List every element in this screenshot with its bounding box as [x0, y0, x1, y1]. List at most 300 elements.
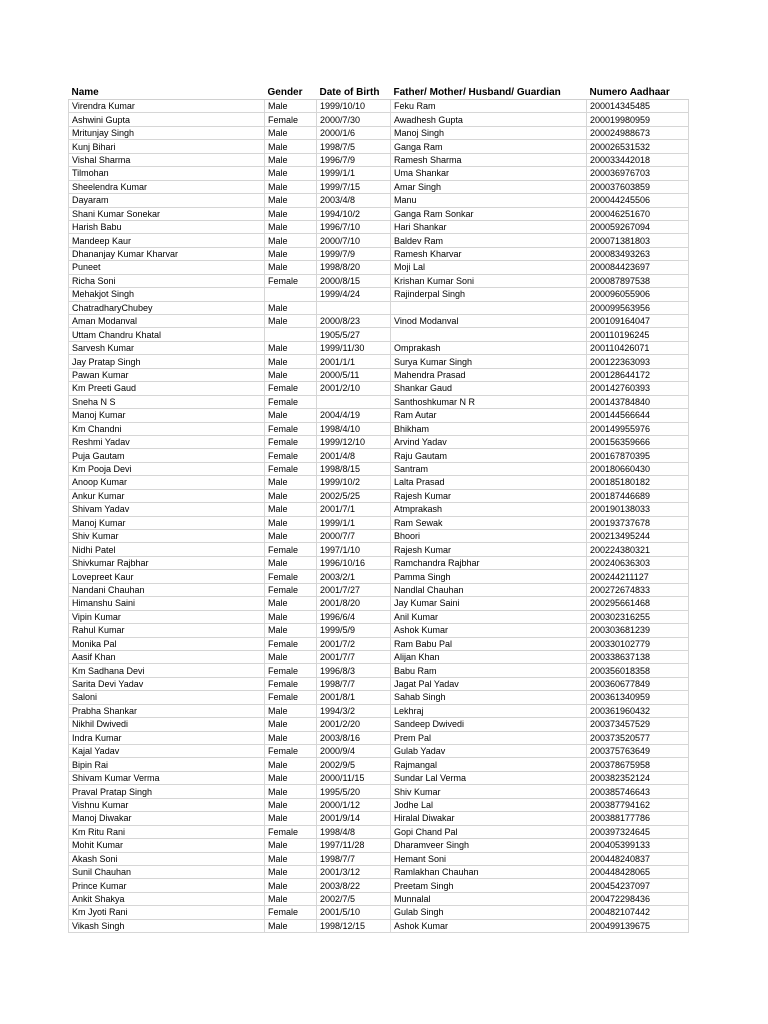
- records-table: [68, 86, 689, 933]
- table-row: [69, 906, 689, 919]
- dob-cell: 1997/1/10: [317, 543, 391, 556]
- name-cell: Sarvesh Kumar: [69, 341, 265, 354]
- table-row: [69, 812, 689, 825]
- guardian-cell: [391, 328, 587, 341]
- aadhaar-cell: 200128644172: [587, 368, 689, 381]
- table-row: [69, 476, 689, 489]
- aadhaar-cell: 200405399133: [587, 839, 689, 852]
- aadhaar-cell: 200193737678: [587, 516, 689, 529]
- name-cell: Rahul Kumar: [69, 624, 265, 637]
- guardian-cell: Bhikham: [391, 422, 587, 435]
- table-row: [69, 126, 689, 139]
- table-row: [69, 140, 689, 153]
- name-cell: Km Preeti Gaud: [69, 382, 265, 395]
- guardian-cell: Munnalal: [391, 892, 587, 905]
- aadhaar-cell: 200071381803: [587, 234, 689, 247]
- gender-cell: Male: [265, 731, 317, 744]
- guardian-cell: Ramesh Sharma: [391, 153, 587, 166]
- gender-cell: Male: [265, 409, 317, 422]
- dob-cell: 1996/10/16: [317, 556, 391, 569]
- dob-cell: 2000/1/12: [317, 798, 391, 811]
- dob-cell: 1996/7/10: [317, 220, 391, 233]
- gender-cell: Male: [265, 207, 317, 220]
- guardian-cell: Feku Ram: [391, 100, 587, 113]
- gender-cell: Male: [265, 704, 317, 717]
- gender-cell: Male: [265, 247, 317, 260]
- guardian-cell: Alijan Khan: [391, 650, 587, 663]
- guardian-cell: Ganga Ram Sonkar: [391, 207, 587, 220]
- guardian-cell: Uma Shankar: [391, 167, 587, 180]
- table-row: [69, 368, 689, 381]
- name-cell: Lovepreet Kaur: [69, 570, 265, 583]
- dob-cell: 2000/1/6: [317, 126, 391, 139]
- guardian-cell: Jagat Pal Yadav: [391, 677, 587, 690]
- aadhaar-cell: 200087897538: [587, 274, 689, 287]
- gender-cell: Female: [265, 570, 317, 583]
- guardian-cell: Surya Kumar Singh: [391, 355, 587, 368]
- aadhaar-cell: 200036976703: [587, 167, 689, 180]
- guardian-cell: Ashok Kumar: [391, 624, 587, 637]
- name-cell: Sneha N S: [69, 395, 265, 408]
- guardian-cell: Ramesh Kharvar: [391, 247, 587, 260]
- table-row: [69, 597, 689, 610]
- dob-cell: 1998/4/8: [317, 825, 391, 838]
- dob-cell: 2000/9/4: [317, 745, 391, 758]
- aadhaar-cell: 200149955976: [587, 422, 689, 435]
- aadhaar-cell: 200026531532: [587, 140, 689, 153]
- table-row: [69, 704, 689, 717]
- guardian-cell: Dharamveer Singh: [391, 839, 587, 852]
- guardian-cell: Mahendra Prasad: [391, 368, 587, 381]
- header-date-of-birth: Date of Birth: [317, 86, 391, 100]
- name-cell: Mehakjot Singh: [69, 288, 265, 301]
- gender-cell: Male: [265, 718, 317, 731]
- guardian-cell: Hemant Soni: [391, 852, 587, 865]
- dob-cell: 2001/7/1: [317, 503, 391, 516]
- aadhaar-cell: 200109164047: [587, 315, 689, 328]
- name-cell: Nidhi Patel: [69, 543, 265, 556]
- name-cell: Ashwini Gupta: [69, 113, 265, 126]
- header-gender: Gender: [265, 86, 317, 100]
- dob-cell: 2001/9/14: [317, 812, 391, 825]
- guardian-cell: Santram: [391, 462, 587, 475]
- dob-cell: 1999/12/10: [317, 435, 391, 448]
- aadhaar-cell: 200448240837: [587, 852, 689, 865]
- table-row: [69, 543, 689, 556]
- table-row: [69, 422, 689, 435]
- gender-cell: Female: [265, 691, 317, 704]
- aadhaar-cell: 200375763649: [587, 745, 689, 758]
- aadhaar-cell: 200330102779: [587, 637, 689, 650]
- name-cell: Praval Pratap Singh: [69, 785, 265, 798]
- table-row: [69, 718, 689, 731]
- gender-cell: Male: [265, 315, 317, 328]
- aadhaar-cell: 200373457529: [587, 718, 689, 731]
- dob-cell: 2001/7/27: [317, 583, 391, 596]
- gender-cell: Female: [265, 583, 317, 596]
- dob-cell: 2000/7/30: [317, 113, 391, 126]
- guardian-cell: Arvind Yadav: [391, 435, 587, 448]
- guardian-cell: Nandlal Chauhan: [391, 583, 587, 596]
- aadhaar-cell: 200190138033: [587, 503, 689, 516]
- aadhaar-cell: 200388177786: [587, 812, 689, 825]
- dob-cell: [317, 301, 391, 314]
- aadhaar-cell: 200037603859: [587, 180, 689, 193]
- name-cell: Himanshu Saini: [69, 597, 265, 610]
- guardian-cell: Raju Gautam: [391, 449, 587, 462]
- table-row: [69, 274, 689, 287]
- dob-cell: [317, 395, 391, 408]
- gender-cell: Male: [265, 919, 317, 932]
- table-row: [69, 180, 689, 193]
- guardian-cell: Ramchandra Rajbhar: [391, 556, 587, 569]
- aadhaar-cell: 200144566644: [587, 409, 689, 422]
- aadhaar-cell: 200338637138: [587, 650, 689, 663]
- guardian-cell: Amar Singh: [391, 180, 587, 193]
- name-cell: Shivam Yadav: [69, 503, 265, 516]
- dob-cell: 1999/7/9: [317, 247, 391, 260]
- dob-cell: 2004/4/19: [317, 409, 391, 422]
- table-row: [69, 798, 689, 811]
- dob-cell: 1998/7/5: [317, 140, 391, 153]
- name-cell: Tilmohan: [69, 167, 265, 180]
- name-cell: Km Ritu Rani: [69, 825, 265, 838]
- name-cell: Ankit Shakya: [69, 892, 265, 905]
- name-cell: Vishal Sharma: [69, 153, 265, 166]
- aadhaar-cell: 200084423697: [587, 261, 689, 274]
- dob-cell: 1999/10/10: [317, 100, 391, 113]
- table-row: [69, 610, 689, 623]
- dob-cell: 2000/11/15: [317, 771, 391, 784]
- aadhaar-cell: 200224380321: [587, 543, 689, 556]
- aadhaar-cell: 200110426071: [587, 341, 689, 354]
- guardian-cell: Anil Kumar: [391, 610, 587, 623]
- guardian-cell: Bhoori: [391, 530, 587, 543]
- name-cell: Indra Kumar: [69, 731, 265, 744]
- dob-cell: 2003/8/22: [317, 879, 391, 892]
- aadhaar-cell: 200482107442: [587, 906, 689, 919]
- table-row: [69, 745, 689, 758]
- table-row: [69, 435, 689, 448]
- guardian-cell: Shiv Kumar: [391, 785, 587, 798]
- name-cell: Manoj Kumar: [69, 516, 265, 529]
- dob-cell: 2002/5/25: [317, 489, 391, 502]
- aadhaar-cell: 200046251670: [587, 207, 689, 220]
- header-row: [69, 86, 689, 100]
- aadhaar-cell: 200382352124: [587, 771, 689, 784]
- dob-cell: 1999/10/2: [317, 476, 391, 489]
- guardian-cell: Rajesh Kumar: [391, 489, 587, 502]
- name-cell: Shani Kumar Sonekar: [69, 207, 265, 220]
- dob-cell: 1998/12/15: [317, 919, 391, 932]
- guardian-cell: Ram Babu Pal: [391, 637, 587, 650]
- guardian-cell: Manu: [391, 194, 587, 207]
- name-cell: Jay Pratap Singh: [69, 355, 265, 368]
- table-row: [69, 637, 689, 650]
- gender-cell: Male: [265, 798, 317, 811]
- aadhaar-cell: 200397324645: [587, 825, 689, 838]
- aadhaar-cell: 200385746643: [587, 785, 689, 798]
- name-cell: Saloni: [69, 691, 265, 704]
- table-row: [69, 328, 689, 341]
- gender-cell: Male: [265, 194, 317, 207]
- aadhaar-cell: 200083493263: [587, 247, 689, 260]
- guardian-cell: [391, 301, 587, 314]
- table-row: [69, 382, 689, 395]
- gender-cell: Female: [265, 906, 317, 919]
- gender-cell: Male: [265, 892, 317, 905]
- name-cell: Km Jyoti Rani: [69, 906, 265, 919]
- table-row: [69, 839, 689, 852]
- dob-cell: 1994/3/2: [317, 704, 391, 717]
- gender-cell: Male: [265, 368, 317, 381]
- guardian-cell: Krishan Kumar Soni: [391, 274, 587, 287]
- aadhaar-cell: 200378675958: [587, 758, 689, 771]
- dob-cell: 2003/4/8: [317, 194, 391, 207]
- name-cell: Dhananjay Kumar Kharvar: [69, 247, 265, 260]
- name-cell: Ankur Kumar: [69, 489, 265, 502]
- name-cell: Prabha Shankar: [69, 704, 265, 717]
- gender-cell: Male: [265, 879, 317, 892]
- gender-cell: Male: [265, 489, 317, 502]
- aadhaar-cell: 200356018358: [587, 664, 689, 677]
- gender-cell: Male: [265, 597, 317, 610]
- gender-cell: Male: [265, 865, 317, 878]
- gender-cell: Female: [265, 664, 317, 677]
- gender-cell: Female: [265, 637, 317, 650]
- name-cell: Sheelendra Kumar: [69, 180, 265, 193]
- gender-cell: Male: [265, 503, 317, 516]
- guardian-cell: Babu Ram: [391, 664, 587, 677]
- name-cell: Akash Soni: [69, 852, 265, 865]
- guardian-cell: Prem Pal: [391, 731, 587, 744]
- dob-cell: 2001/2/10: [317, 382, 391, 395]
- aadhaar-cell: 200142760393: [587, 382, 689, 395]
- name-cell: Aasif Khan: [69, 650, 265, 663]
- table-row: [69, 624, 689, 637]
- dob-cell: 1998/8/15: [317, 462, 391, 475]
- table-row: [69, 570, 689, 583]
- aadhaar-cell: 200472298436: [587, 892, 689, 905]
- table-row: [69, 247, 689, 260]
- name-cell: Manoj Diwakar: [69, 812, 265, 825]
- dob-cell: 1996/8/3: [317, 664, 391, 677]
- name-cell: Prince Kumar: [69, 879, 265, 892]
- guardian-cell: Shankar Gaud: [391, 382, 587, 395]
- spreadsheet: [68, 86, 688, 933]
- table-row: [69, 409, 689, 422]
- dob-cell: 2002/7/5: [317, 892, 391, 905]
- gender-cell: Female: [265, 449, 317, 462]
- table-row: [69, 234, 689, 247]
- name-cell: Shivkumar Rajbhar: [69, 556, 265, 569]
- aadhaar-cell: 200156359666: [587, 435, 689, 448]
- header-aadhaar: Numero Aadhaar: [587, 86, 689, 100]
- dob-cell: 2001/2/20: [317, 718, 391, 731]
- dob-cell: 1999/4/24: [317, 288, 391, 301]
- guardian-cell: Lalta Prasad: [391, 476, 587, 489]
- name-cell: Kunj Bihari: [69, 140, 265, 153]
- dob-cell: 1999/11/30: [317, 341, 391, 354]
- dob-cell: 2001/3/12: [317, 865, 391, 878]
- table-row: [69, 516, 689, 529]
- name-cell: Monika Pal: [69, 637, 265, 650]
- table-row: [69, 691, 689, 704]
- guardian-cell: Rajmangal: [391, 758, 587, 771]
- table-body: [69, 100, 689, 933]
- aadhaar-cell: 200024988673: [587, 126, 689, 139]
- guardian-cell: Gulab Singh: [391, 906, 587, 919]
- dob-cell: 2001/8/20: [317, 597, 391, 610]
- aadhaar-cell: 200019980959: [587, 113, 689, 126]
- table-row: [69, 758, 689, 771]
- aadhaar-cell: 200454237097: [587, 879, 689, 892]
- table-row: [69, 261, 689, 274]
- dob-cell: 2001/7/2: [317, 637, 391, 650]
- aadhaar-cell: 200014345485: [587, 100, 689, 113]
- table-row: [69, 731, 689, 744]
- name-cell: Uttam Chandru Khatal: [69, 328, 265, 341]
- table-row: [69, 650, 689, 663]
- dob-cell: 2001/1/1: [317, 355, 391, 368]
- gender-cell: Male: [265, 153, 317, 166]
- aadhaar-cell: 200110196245: [587, 328, 689, 341]
- dob-cell: 2001/5/10: [317, 906, 391, 919]
- dob-cell: 1998/4/10: [317, 422, 391, 435]
- gender-cell: Female: [265, 274, 317, 287]
- header-name: Name: [69, 86, 265, 100]
- name-cell: Anoop Kumar: [69, 476, 265, 489]
- dob-cell: 1905/5/27: [317, 328, 391, 341]
- name-cell: Vipin Kumar: [69, 610, 265, 623]
- dob-cell: 2000/5/11: [317, 368, 391, 381]
- gender-cell: Male: [265, 771, 317, 784]
- aadhaar-cell: 200302316255: [587, 610, 689, 623]
- table-row: [69, 100, 689, 113]
- gender-cell: Male: [265, 261, 317, 274]
- table-row: [69, 503, 689, 516]
- name-cell: Puja Gautam: [69, 449, 265, 462]
- gender-cell: Male: [265, 180, 317, 193]
- dob-cell: 2000/7/7: [317, 530, 391, 543]
- gender-cell: Male: [265, 100, 317, 113]
- dob-cell: 1998/7/7: [317, 852, 391, 865]
- dob-cell: 1996/6/4: [317, 610, 391, 623]
- header-guardian: Father/ Mother/ Husband/ Guardian: [391, 86, 587, 100]
- dob-cell: 1999/5/9: [317, 624, 391, 637]
- aadhaar-cell: 200240636303: [587, 556, 689, 569]
- table-row: [69, 583, 689, 596]
- table-row: [69, 865, 689, 878]
- gender-cell: Male: [265, 852, 317, 865]
- guardian-cell: Hari Shankar: [391, 220, 587, 233]
- name-cell: Manoj Kumar: [69, 409, 265, 422]
- gender-cell: Female: [265, 395, 317, 408]
- table-row: [69, 153, 689, 166]
- guardian-cell: Gulab Yadav: [391, 745, 587, 758]
- gender-cell: Female: [265, 825, 317, 838]
- gender-cell: Female: [265, 422, 317, 435]
- dob-cell: 1999/1/1: [317, 167, 391, 180]
- gender-cell: Male: [265, 234, 317, 247]
- name-cell: Mohit Kumar: [69, 839, 265, 852]
- guardian-cell: Ram Sewak: [391, 516, 587, 529]
- name-cell: Shivam Kumar Verma: [69, 771, 265, 784]
- aadhaar-cell: 200387794162: [587, 798, 689, 811]
- guardian-cell: Vinod Modanval: [391, 315, 587, 328]
- name-cell: Dayaram: [69, 194, 265, 207]
- gender-cell: Male: [265, 812, 317, 825]
- name-cell: Sarita Devi Yadav: [69, 677, 265, 690]
- gender-cell: Male: [265, 839, 317, 852]
- name-cell: Mritunjay Singh: [69, 126, 265, 139]
- name-cell: Km Sadhana Devi: [69, 664, 265, 677]
- table-row: [69, 489, 689, 502]
- name-cell: Vishnu Kumar: [69, 798, 265, 811]
- dob-cell: 2000/8/15: [317, 274, 391, 287]
- guardian-cell: Santhoshkumar N R: [391, 395, 587, 408]
- table-row: [69, 113, 689, 126]
- aadhaar-cell: 200360677849: [587, 677, 689, 690]
- dob-cell: 1996/7/9: [317, 153, 391, 166]
- guardian-cell: Hiralal Diwakar: [391, 812, 587, 825]
- guardian-cell: Manoj Singh: [391, 126, 587, 139]
- guardian-cell: Sahab Singh: [391, 691, 587, 704]
- table-row: [69, 530, 689, 543]
- name-cell: Nandani Chauhan: [69, 583, 265, 596]
- aadhaar-cell: 200187446689: [587, 489, 689, 502]
- table-row: [69, 341, 689, 354]
- guardian-cell: Ramlakhan Chauhan: [391, 865, 587, 878]
- gender-cell: Male: [265, 355, 317, 368]
- gender-cell: Male: [265, 650, 317, 663]
- dob-cell: 2002/9/5: [317, 758, 391, 771]
- guardian-cell: Ram Autar: [391, 409, 587, 422]
- table-row: [69, 825, 689, 838]
- name-cell: Km Chandni: [69, 422, 265, 435]
- gender-cell: Male: [265, 516, 317, 529]
- name-cell: Puneet: [69, 261, 265, 274]
- table-row: [69, 785, 689, 798]
- table-row: [69, 395, 689, 408]
- guardian-cell: Gopi Chand Pal: [391, 825, 587, 838]
- table-row: [69, 449, 689, 462]
- guardian-cell: Rajesh Kumar: [391, 543, 587, 556]
- dob-cell: 2001/7/7: [317, 650, 391, 663]
- name-cell: Vikash Singh: [69, 919, 265, 932]
- guardian-cell: Omprakash: [391, 341, 587, 354]
- aadhaar-cell: 200448428065: [587, 865, 689, 878]
- dob-cell: 2000/7/10: [317, 234, 391, 247]
- guardian-cell: Moji Lal: [391, 261, 587, 274]
- name-cell: Virendra Kumar: [69, 100, 265, 113]
- guardian-cell: Ashok Kumar: [391, 919, 587, 932]
- gender-cell: Male: [265, 167, 317, 180]
- table-row: [69, 879, 689, 892]
- table-row: [69, 556, 689, 569]
- gender-cell: Female: [265, 677, 317, 690]
- dob-cell: 1995/5/20: [317, 785, 391, 798]
- name-cell: Richa Soni: [69, 274, 265, 287]
- gender-cell: Male: [265, 610, 317, 623]
- table-row: [69, 167, 689, 180]
- aadhaar-cell: 200059267094: [587, 220, 689, 233]
- name-cell: Kajal Yadav: [69, 745, 265, 758]
- guardian-cell: Preetam Singh: [391, 879, 587, 892]
- gender-cell: Male: [265, 530, 317, 543]
- name-cell: Sunil Chauhan: [69, 865, 265, 878]
- gender-cell: Male: [265, 785, 317, 798]
